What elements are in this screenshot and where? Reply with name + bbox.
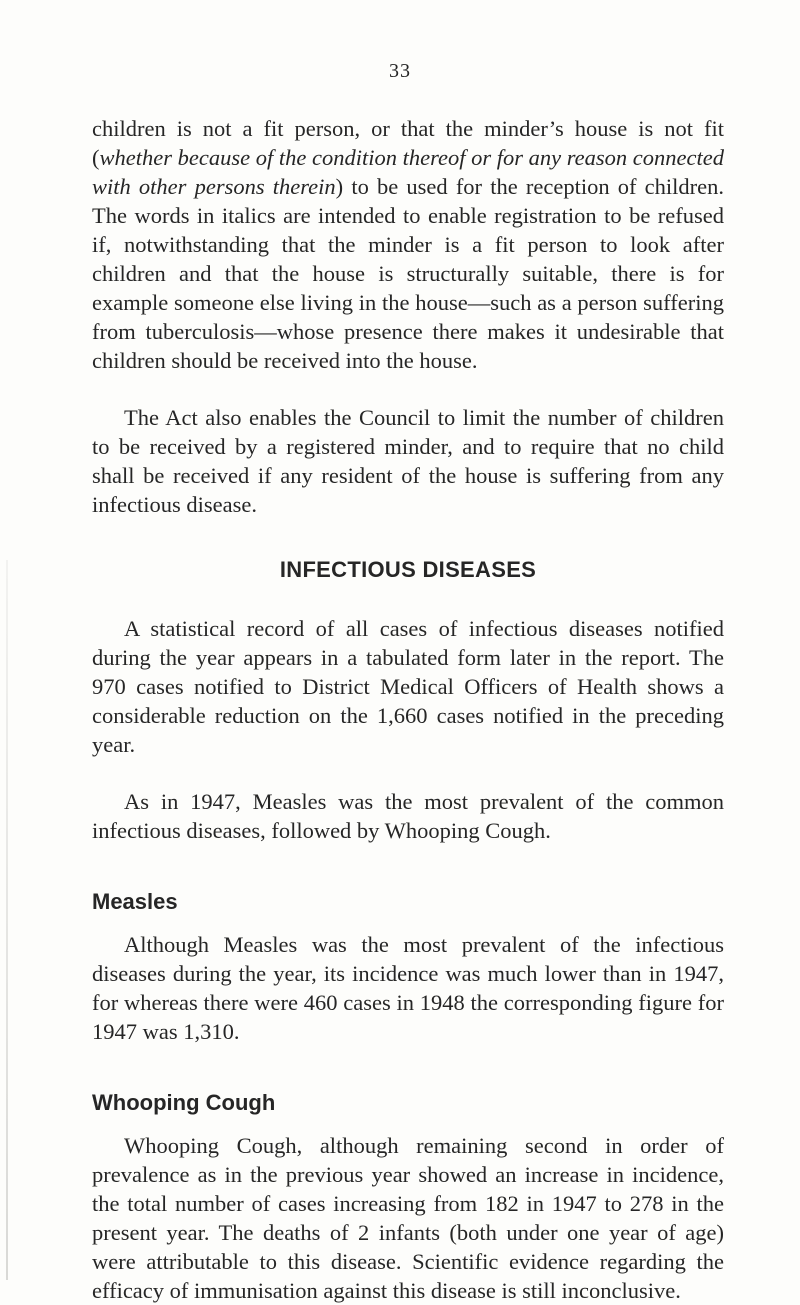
intro-paragraph-1 — [92, 114, 724, 375]
intro-paragraph-1-italic: whether because of the condition thereof or for any reason connected with other persons therein — [92, 145, 724, 199]
measles-paragraph-1: Although Measles was the most prevalent of the infectious diseases during the year, its incidence was much lower than in 1947, for whereas there were 460 cases in 1948 the corresponding figure for 1947 was 1,310. — [92, 932, 724, 1044]
subsection-heading-whooping-cough: Whooping Cough — [92, 1090, 276, 1115]
infectious-diseases-paragraph-2: As in 1947, Measles was the most prevalent of the common infectious diseases, followed by Whooping Cough. — [92, 789, 724, 843]
infectious-diseases-paragraph-1: A statistical record of all cases of infectious diseases notified during the year appears in a tabulated form later in the report. The 970 cases notified to District Medical Officers of Health shows a considerable reduction on the 1,660 cases notified in the preceding year. — [92, 616, 724, 757]
page-number: 33 — [389, 60, 411, 82]
whooping-cough-paragraph-1: Whooping Cough, although remaining second in order of prevalence as in the previous year showed an increase in incidence, the total number of cases increasing from 182 in 1947 to 278 in the present year. The deaths of 2 infants (both under one year of age) were attributable to this disease. Scientific evidence regarding the efficacy of immunisation against this disease is still inconclusive. — [92, 1133, 724, 1303]
intro-paragraph-1-text-a: children is not a fit person, or that the minder’s house is not fit ( — [92, 116, 724, 170]
page-body — [92, 114, 724, 1305]
intro-paragraph-1-text-b: ) to be used for the reception of children. The words in italics are intended to enable registration to be refused if, notwithstanding that the minder is a fit person to look after children and that the house is structurally suitable, there is for example someone else living in the house—such as a person suffering from tuberculosis—whose presence there makes it undesirable that children should be received into the house. — [92, 174, 724, 373]
intro-paragraph-2: The Act also enables the Council to limit the number of children to be received by a registered minder, and to require that no child shall be received if any resident of the house is suffering from any infectious disease. — [92, 405, 724, 517]
subsection-heading-measles: Measles — [92, 889, 178, 914]
section-heading-infectious-diseases: INFECTIOUS DISEASES — [279, 557, 537, 582]
page-binding-shadow — [6, 560, 8, 1280]
